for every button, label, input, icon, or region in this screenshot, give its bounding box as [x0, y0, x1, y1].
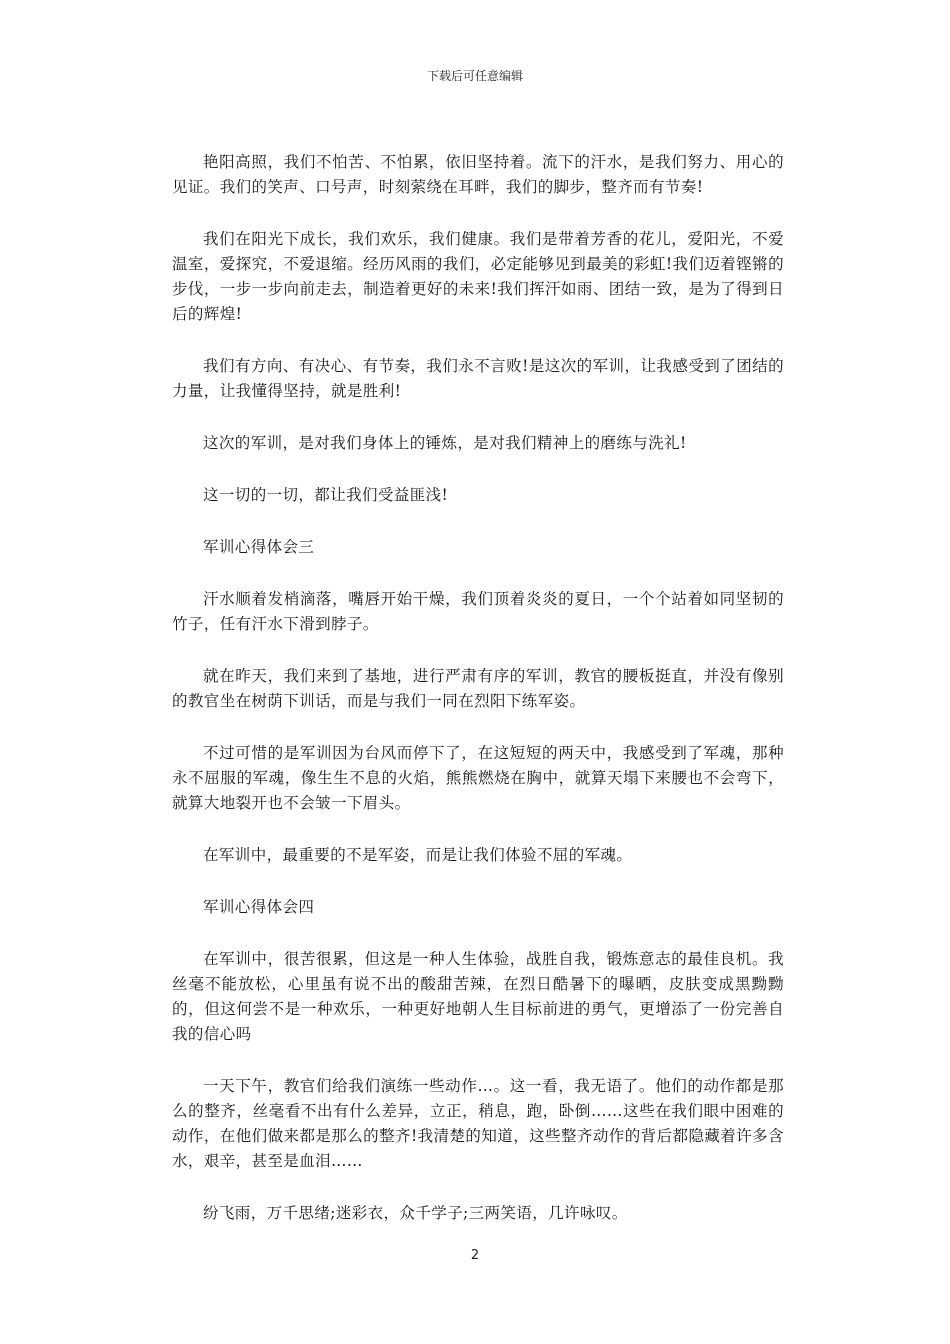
paragraph: 我们有方向、有决心、有节奏，我们永不言败!是这次的军训，让我感受到了团结的力量，让我懂得坚持，就是胜利!	[172, 357, 784, 400]
paragraph: 这一切的一切，都让我们受益匪浅!	[203, 486, 449, 504]
paragraph: 纷飞雨，万千思绪;迷彩衣，众千学子;三两笑语，几许咏叹。	[203, 1204, 628, 1222]
paragraph: 汗水顺着发梢滴落，嘴唇开始干燥，我们顶着炎炎的夏日，一个个站着如同坚韧的竹子，任有汗水下滑到脖子。	[172, 590, 784, 633]
paragraph: 艳阳高照，我们不怕苦、不怕累，依旧坚持着。流下的汗水，是我们努力、用心的见证。我们的笑声、口号声，时刻萦绕在耳畔，我们的脚步，整齐而有节奏!	[172, 153, 784, 196]
page-header: 下载后可任意编辑	[426, 69, 523, 83]
paragraph: 在军训中，很苦很累，但这是一种人生体验，战胜自我，锻炼意志的最佳良机。我丝毫不能放松，心里虽有说不出的酸甜苦辣，在烈日酷暑下的曝晒，皮肤变成黑黝黝的，但这何尝不是一种欢乐，一种更好地朝人生目标前进的勇气，更增添了一份完善自我的信心吗	[172, 950, 784, 1043]
paragraph: 一天下午，教官们给我们演练一些动作…。这一看，我无语了。他们的动作都是那么的整齐，丝毫看不出有什么差异，立正，稍息，跑，卧倒……这些在我们眼中困难的动作，在他们做来都是那么的整齐!我清楚的知道，这些整齐动作的背后都隐藏着许多含水，艰辛，甚至是血泪……	[172, 1077, 784, 1170]
page-number: 2	[470, 1248, 480, 1263]
document-body	[172, 150, 784, 1253]
paragraph: 不过可惜的是军训因为台风而停下了，在这短短的两天中，我感受到了军魂，那种永不屈服的军魂，像生生不息的火焰，熊熊燃烧在胸中，就算天塌下来腰也不会弯下，就算大地裂开也不会皱一下眉头。	[172, 744, 784, 812]
section-heading: 军训心得体会四	[203, 898, 315, 916]
paragraph: 这次的军训，是对我们身体上的锤炼，是对我们精神上的磨练与洗礼!	[203, 434, 687, 452]
paragraph: 就在昨天，我们来到了基地，进行严肃有序的军训，教官的腰板挺直，并没有像别的教官坐在树荫下训话，而是与我们一同在烈阳下练军姿。	[172, 667, 784, 710]
section-heading: 军训心得体会三	[203, 538, 315, 556]
paragraph: 在军训中，最重要的不是军姿，而是让我们体验不屈的军魂。	[203, 846, 633, 864]
paragraph: 我们在阳光下成长，我们欢乐，我们健康。我们是带着芳香的花儿，爱阳光，不爱温室，爱探究，不爱退缩。经历风雨的我们，必定能够见到最美的彩虹!我们迈着铿锵的步伐，一步一步向前走去，制造着更好的未来!我们挥汗如雨、团结一致，是为了得到日后的辉煌!	[172, 230, 784, 323]
